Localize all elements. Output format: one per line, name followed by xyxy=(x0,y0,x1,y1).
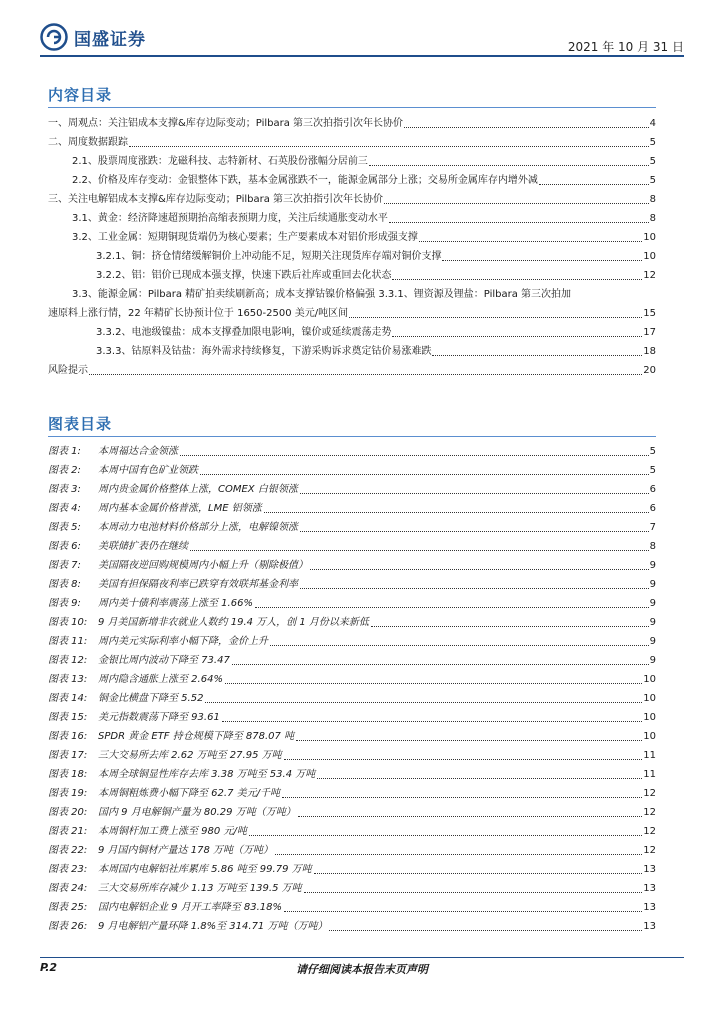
figure-caption: 周内美十债利率震荡上涨至 1.66% xyxy=(98,598,253,609)
figure-caption: 本周福达合金领涨 xyxy=(98,446,178,457)
figure-page: 7 xyxy=(649,522,656,533)
figures-title: 图表目录 xyxy=(48,415,113,433)
figure-leader-dots xyxy=(314,872,643,874)
figure-label: 图表 15: xyxy=(48,712,88,723)
figure-caption: 美联储扩表仍在继续 xyxy=(98,541,188,552)
figure-leader-dots xyxy=(296,739,642,741)
figure-caption: 周内基本金属价格普涨，LME 铝领涨 xyxy=(98,503,262,514)
figure-label: 图表 3: xyxy=(48,484,81,495)
toc-leader-dots xyxy=(349,316,642,318)
figure-entry[interactable] xyxy=(48,597,656,611)
figure-entry[interactable] xyxy=(48,578,656,592)
figure-entry[interactable] xyxy=(48,711,656,725)
figure-entry[interactable] xyxy=(48,540,656,554)
figure-label: 图表 26: xyxy=(48,921,88,932)
figure-caption: 美国有担保隔夜利率已跌穿有效联邦基金利率 xyxy=(98,579,298,590)
figure-label: 图表 8: xyxy=(48,579,81,590)
figure-label: 图表 13: xyxy=(48,674,88,685)
figure-label: 图表 21: xyxy=(48,826,88,837)
figure-page: 9 xyxy=(649,636,656,647)
figure-caption: 三大交易所库存减少 1.13 万吨至 139.5 万吨 xyxy=(98,883,302,894)
figure-page: 8 xyxy=(649,541,656,552)
figure-page: 12 xyxy=(643,845,656,856)
toc-entry[interactable] xyxy=(48,307,656,321)
toc-entry[interactable] xyxy=(96,345,656,359)
toc-entry-page: 8 xyxy=(649,194,656,205)
figure-caption: 国内电解铝企业 9 月开工率降至 83.18% xyxy=(98,902,283,913)
figure-caption: 金银比周内波动下降至 73.47 xyxy=(98,655,230,666)
figure-leader-dots xyxy=(300,492,649,494)
figure-page: 9 xyxy=(649,579,656,590)
figure-leader-dots xyxy=(232,663,649,665)
toc-entry-page: 5 xyxy=(649,137,656,148)
toc-entry-text: 二、周度数据跟踪 xyxy=(48,137,128,148)
figure-label: 图表 20: xyxy=(48,807,88,818)
toc-entry[interactable] xyxy=(48,364,656,378)
toc-entry-text: 3.2、工业金属：短期铜现货端仍为核心要素；生产要素成本对铝价形成强支撑 xyxy=(72,232,418,243)
figure-leader-dots xyxy=(249,834,642,836)
toc-entry-text: 3.3.3、钴原料及钴盐：海外需求持续修复，下游采购诉求奠定钴价易涨难跌 xyxy=(96,346,432,357)
figure-leader-dots xyxy=(275,853,642,855)
toc-entry[interactable] xyxy=(48,117,656,131)
toc-entry-page: 5 xyxy=(649,175,656,186)
figure-page: 13 xyxy=(643,921,656,932)
toc-leader-dots xyxy=(389,221,649,223)
footer-disclaimer: 请仔细阅读本报告末页声明 xyxy=(296,963,428,976)
figure-label: 图表 10: xyxy=(48,617,88,628)
figure-page: 13 xyxy=(643,864,656,875)
brand-name: 国盛证券 xyxy=(74,29,146,50)
toc-entry-page: 4 xyxy=(649,118,656,129)
toc-entry-page: 10 xyxy=(643,251,656,262)
toc-entry-text: 速原料上涨行情，22 年精矿长协预计位于 1650-2500 美元/吨区间 xyxy=(48,308,349,319)
figure-label: 图表 25: xyxy=(48,902,88,913)
report-date: 2021 年 10 月 31 日 xyxy=(567,40,684,54)
toc-entry-text: 3.2.1、铜：挤仓情绪缓解铜价上冲动能不足，短期关注现货库存端对铜价支撑 xyxy=(96,251,442,262)
toc-entry[interactable] xyxy=(72,155,656,169)
figure-entry[interactable] xyxy=(48,635,656,649)
toc-leader-dots xyxy=(392,278,642,280)
brand-emblem-icon xyxy=(40,23,68,51)
toc-entry[interactable] xyxy=(96,326,656,340)
toc-entry-text: 3.1、黄金：经济降速超预期抬高缩表预期力度，关注后续通胀变动水平 xyxy=(72,213,388,224)
toc-leader-dots xyxy=(539,183,649,185)
toc-entry-text: 3.2.2、铝：铝价已现成本强支撑，快速下跌后社库或重回去化状态 xyxy=(96,270,392,281)
figure-entry[interactable] xyxy=(48,445,656,459)
figure-caption: 本周铜粗炼费小幅下降至 62.7 美元/千吨 xyxy=(98,788,280,799)
figure-label: 图表 14: xyxy=(48,693,88,704)
figure-caption: 9 月美国新增非农就业人数约 19.4 万人，创 1 月份以来新低 xyxy=(98,617,369,628)
figure-page: 9 xyxy=(649,560,656,571)
toc-entry-page: 17 xyxy=(643,327,656,338)
figure-label: 图表 7: xyxy=(48,560,81,571)
figure-label: 图表 22: xyxy=(48,845,88,856)
figure-page: 12 xyxy=(643,826,656,837)
figure-leader-dots xyxy=(371,625,649,627)
toc-entry-text: 风险提示 xyxy=(48,365,88,376)
figure-entry[interactable] xyxy=(48,483,656,497)
figure-label: 图表 4: xyxy=(48,503,81,514)
figure-page: 6 xyxy=(649,484,656,495)
toc-leader-dots xyxy=(404,126,649,128)
figure-caption: 周内美元实际利率小幅下降，金价上升 xyxy=(98,636,268,647)
toc-leader-dots xyxy=(369,164,649,166)
figure-leader-dots xyxy=(298,815,643,817)
toc-entry-text: 3.3.2、电池级镍盐：成本支撑叠加限电影响，镍价或延续震荡走势 xyxy=(96,327,392,338)
figure-leader-dots xyxy=(255,606,649,608)
toc-entry-page: 8 xyxy=(649,213,656,224)
toc-entry[interactable] xyxy=(72,174,656,188)
figure-entry[interactable] xyxy=(48,692,656,706)
figure-caption: 本周中国有色矿业领跌 xyxy=(98,465,198,476)
figure-caption: 美国隔夜逆回购规模周内小幅上升（剔除极值） xyxy=(98,560,308,571)
figure-leader-dots xyxy=(317,777,642,779)
toc-entry-page: 20 xyxy=(643,365,656,376)
figure-page: 13 xyxy=(643,902,656,913)
figure-label: 图表 17: xyxy=(48,750,88,761)
figure-entry[interactable] xyxy=(48,768,656,782)
figure-entry[interactable] xyxy=(48,464,656,478)
figure-leader-dots xyxy=(304,891,643,893)
toc-leader-dots xyxy=(392,335,642,337)
figure-caption: 铜金比横盘下降至 5.52 xyxy=(98,693,204,704)
figure-label: 图表 6: xyxy=(48,541,81,552)
figure-entry[interactable] xyxy=(48,806,656,820)
toc-leader-dots xyxy=(419,240,642,242)
figure-page: 10 xyxy=(643,712,656,723)
figure-label: 图表 19: xyxy=(48,788,88,799)
toc-entry[interactable] xyxy=(96,250,656,264)
figure-leader-dots xyxy=(225,682,642,684)
toc-entry-page: 12 xyxy=(643,270,656,281)
figure-page: 12 xyxy=(643,788,656,799)
figure-entry[interactable] xyxy=(48,749,656,763)
toc-leader-dots xyxy=(442,259,642,261)
figure-caption: 周内贵金属价格整体上涨，COMEX 白银领涨 xyxy=(98,484,298,495)
toc-leader-dots xyxy=(432,354,642,356)
toc-entry-text: 2.2、价格及库存变动：金银整体下跌，基本金属涨跌不一，能源金属部分上涨；交易所金属库存内增外减 xyxy=(72,175,538,186)
toc-entry-page: 15 xyxy=(643,308,656,319)
figure-caption: 本周动力电池材料价格部分上涨，电解镍领涨 xyxy=(98,522,298,533)
figure-caption: 国内 9 月电解铜产量为 80.29 万吨（万吨） xyxy=(98,807,296,818)
toc-entry[interactable] xyxy=(72,212,656,226)
figure-caption: 9 月电解铝产量环降 1.8%至 314.71 万吨（万吨） xyxy=(98,921,328,932)
figure-label: 图表 12: xyxy=(48,655,88,666)
figure-label: 图表 24: xyxy=(48,883,88,894)
toc-entry[interactable] xyxy=(96,269,656,283)
toc-entry-page: 18 xyxy=(643,346,656,357)
figure-entry[interactable] xyxy=(48,521,656,535)
header-divider xyxy=(40,55,684,57)
figure-caption: 本周全球铜显性库存去库 3.38 万吨至 53.4 万吨 xyxy=(98,769,316,780)
footer-divider xyxy=(40,957,684,958)
figure-label: 图表 18: xyxy=(48,769,88,780)
figure-entry[interactable] xyxy=(48,844,656,858)
figure-page: 10 xyxy=(643,731,656,742)
figure-entry[interactable] xyxy=(48,920,656,934)
figure-leader-dots xyxy=(300,530,649,532)
figure-leader-dots xyxy=(329,929,642,931)
figure-leader-dots xyxy=(200,473,649,475)
figure-page: 5 xyxy=(649,465,656,476)
figure-leader-dots xyxy=(284,910,642,912)
figure-leader-dots xyxy=(264,511,649,513)
toc-title-rule xyxy=(48,107,656,108)
figure-leader-dots xyxy=(310,568,649,570)
figure-entry[interactable] xyxy=(48,787,656,801)
figure-page: 9 xyxy=(649,655,656,666)
figure-label: 图表 2: xyxy=(48,465,81,476)
page-header xyxy=(40,20,684,54)
figure-entry[interactable] xyxy=(48,730,656,744)
toc-entry-text: 2.1、股票周度涨跌：龙磁科技、志特新材、石英股份涨幅分居前三 xyxy=(72,156,368,167)
toc-entry-page: 10 xyxy=(643,232,656,243)
figure-entry[interactable] xyxy=(48,616,656,630)
page-number: P.2 xyxy=(40,961,58,974)
figure-page: 9 xyxy=(649,617,656,628)
toc-entry-text: 一、周观点：关注铝成本支撑&库存边际变动；Pilbara 第三次拍指引次年长协价 xyxy=(48,118,404,129)
figure-leader-dots xyxy=(190,549,649,551)
figure-page: 11 xyxy=(643,750,656,761)
toc-title: 内容目录 xyxy=(48,86,113,104)
figure-caption: 美元指数震荡下降至 93.61 xyxy=(98,712,220,723)
figure-page: 5 xyxy=(649,446,656,457)
toc-entry[interactable] xyxy=(48,136,656,150)
figure-label: 图表 5: xyxy=(48,522,81,533)
toc-entry-text: 三、关注电解铝成本支撑&库存边际变动；Pilbara 第三次拍指引次年长协价 xyxy=(48,194,384,205)
toc-leader-dots xyxy=(129,145,649,147)
figure-page: 6 xyxy=(649,503,656,514)
figure-leader-dots xyxy=(180,454,649,456)
figure-leader-dots xyxy=(205,701,642,703)
toc-entry[interactable] xyxy=(72,288,656,302)
figure-page: 10 xyxy=(643,693,656,704)
figure-caption: 本周铜杆加工费上涨至 980 元/吨 xyxy=(98,826,247,837)
toc-entry-text: 3.3、能源金属：Pilbara 精矿拍卖续刷新高；成本支撑钴镍价格偏强 3.3.1、锂资源及锂盐：Pilbara 第三次拍加 xyxy=(72,289,572,300)
toc-leader-dots xyxy=(89,373,642,375)
figure-label: 图表 1: xyxy=(48,446,81,457)
figure-label: 图表 11: xyxy=(48,636,88,647)
figure-caption: 9 月国内铜材产量达 178 万吨（万吨） xyxy=(98,845,273,856)
figure-caption: SPDR 黄金 ETF 持仓规模下降至 878.07 吨 xyxy=(98,731,295,742)
figure-label: 图表 9: xyxy=(48,598,81,609)
figure-caption: 本周国内电解铝社库累库 5.86 吨至 99.79 万吨 xyxy=(98,864,312,875)
figure-page: 10 xyxy=(643,674,656,685)
figure-entry[interactable] xyxy=(48,882,656,896)
figure-caption: 三大交易所去库 2.62 万吨至 27.95 万吨 xyxy=(98,750,282,761)
figure-label: 图表 16: xyxy=(48,731,88,742)
figure-page: 9 xyxy=(649,598,656,609)
brand-logo xyxy=(40,20,146,54)
toc-entry[interactable] xyxy=(72,231,656,245)
figure-leader-dots xyxy=(284,758,643,760)
figure-entry[interactable] xyxy=(48,825,656,839)
figure-caption: 周内隐含通胀上涨至 2.64% xyxy=(98,674,223,685)
figure-entry[interactable] xyxy=(48,863,656,877)
figure-leader-dots xyxy=(222,720,642,722)
toc-entry-page: 5 xyxy=(649,156,656,167)
figure-entry[interactable] xyxy=(48,502,656,516)
figure-leader-dots xyxy=(270,644,649,646)
figure-page: 13 xyxy=(643,883,656,894)
figure-entry[interactable] xyxy=(48,559,656,573)
toc-leader-dots xyxy=(384,202,649,204)
figure-leader-dots xyxy=(282,796,642,798)
figure-leader-dots xyxy=(300,587,649,589)
figure-entry[interactable] xyxy=(48,654,656,668)
figures-title-rule xyxy=(48,436,656,437)
figure-entry[interactable] xyxy=(48,673,656,687)
figure-page: 11 xyxy=(643,769,656,780)
figure-page: 12 xyxy=(643,807,656,818)
toc-entry[interactable] xyxy=(48,193,656,207)
figure-entry[interactable] xyxy=(48,901,656,915)
figure-label: 图表 23: xyxy=(48,864,88,875)
